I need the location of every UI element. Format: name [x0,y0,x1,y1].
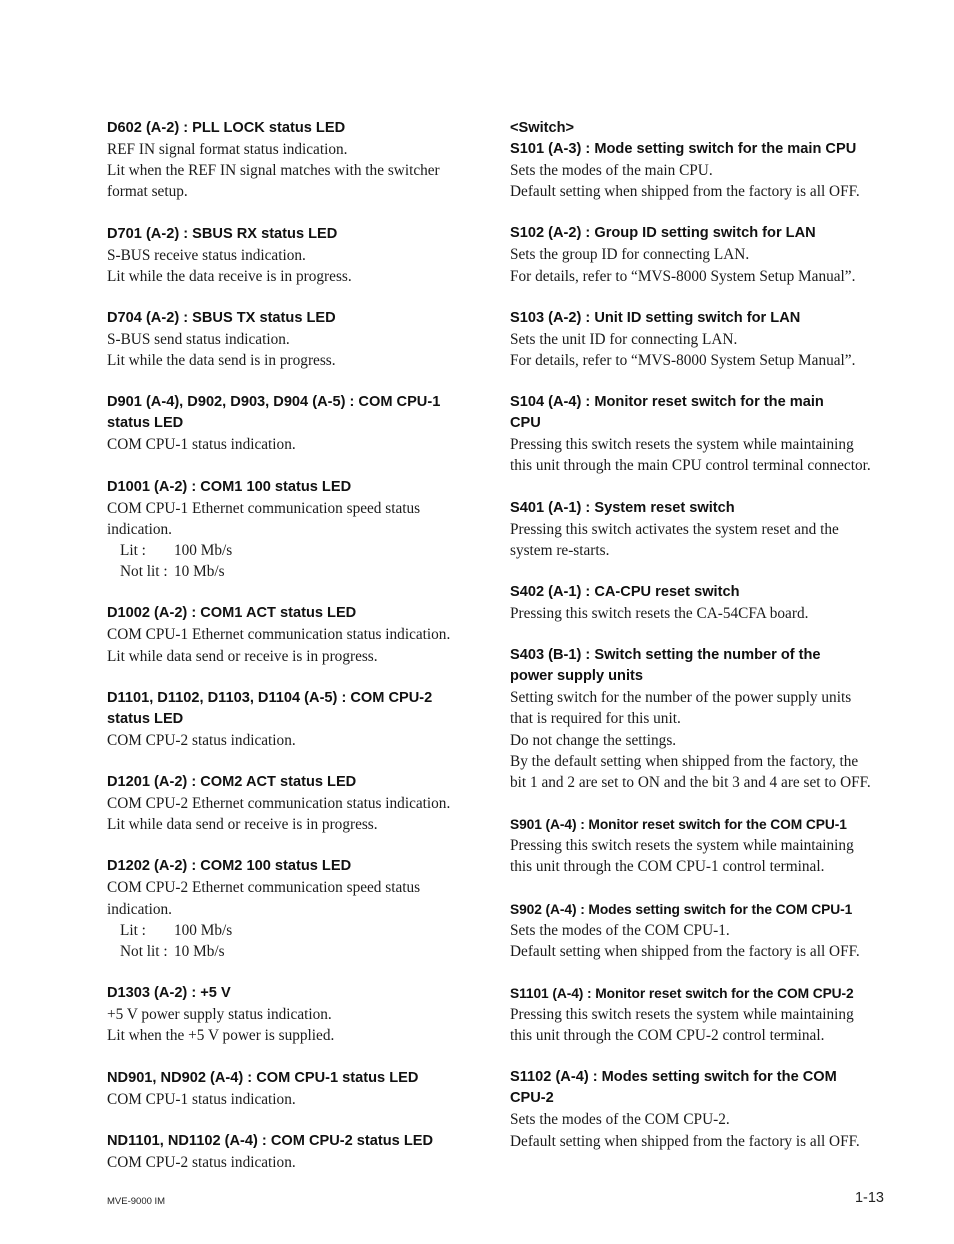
body-line: COM CPU-1 status indication. [107,1090,296,1108]
body-line: Default setting when shipped from the factory is all OFF. [510,183,860,201]
section [510,1067,900,1151]
body-line: Sets the modes of the COM CPU-2. [510,1111,730,1129]
body-line: Lit while data send or receive is in progress. [107,816,378,834]
section-heading: D704 (A-2) : SBUS TX status LED [107,310,336,327]
status-row [107,941,477,962]
section-heading: S101 (A-3) : Mode setting switch for the main CPU [510,141,857,157]
section-heading-cont: CPU-2 [510,1090,554,1107]
section [510,498,900,561]
body-line: Lit while data send or receive is in progress. [107,647,378,665]
body-line: bit 1 and 2 are set to ON and the bit 3 and 4 are set to OFF. [510,774,871,792]
section-heading-cont: power supply units [510,668,643,685]
section-heading: S902 (A-4) : Modes setting switch for the COM CPU-1 [510,901,853,917]
status-row [107,561,477,582]
section [510,308,900,371]
body-line: this unit through the COM CPU-1 control terminal. [510,858,825,876]
body-line: S-BUS receive status indication. [107,246,306,264]
section [510,118,900,202]
section-heading: D1303 (A-2) : +5 V [107,985,231,1002]
section [107,1131,477,1173]
body-line: By the default setting when shipped from the factory, the [510,752,859,770]
body-line: Pressing this switch resets the system while maintaining [510,436,854,454]
section-heading: S102 (A-2) : Group ID setting switch for LAN [510,225,816,242]
body-line: format setup. [107,183,188,201]
section [107,118,477,203]
left-column [107,118,477,1194]
group-heading: <Switch> [510,120,575,136]
status-value: 100 Mb/s [174,921,233,939]
body-line: Default setting when shipped from the factory is all OFF. [510,1132,860,1150]
section [107,603,477,666]
body-line: COM CPU-1 Ethernet communication speed status [107,499,421,517]
section [107,983,477,1046]
section-heading: S1101 (A-4) : Monitor reset switch for the COM CPU-2 [510,986,854,1002]
body-line: Sets the modes of the COM CPU-1. [510,921,730,939]
section [107,392,477,455]
body-line: COM CPU-1 Ethernet communication status indication. [107,626,451,644]
footer-doc-id: MVE-9000 IM [107,1196,166,1207]
body-line: Pressing this switch resets the system while maintaining [510,1006,854,1024]
section [510,582,900,624]
status-label: Not lit : [120,943,168,961]
body-line: Lit when the +5 V power is supplied. [107,1027,335,1045]
status-value: 100 Mb/s [174,542,233,560]
section-heading: ND901, ND902 (A-4) : COM CPU-1 status LED [107,1069,419,1086]
status-label: Lit : [120,921,146,939]
body-line: For details, refer to “MVS-8000 System Setup Manual”. [510,267,856,285]
status-label: Lit : [120,542,146,560]
right-column [510,118,900,1173]
section-heading: D1002 (A-2) : COM1 ACT status LED [107,605,357,622]
section [107,477,477,583]
section [510,814,900,877]
section [107,772,477,835]
section [107,1068,477,1110]
body-line: Sets the unit ID for connecting LAN. [510,330,738,348]
body-line: COM CPU-2 Ethernet communication speed status [107,879,421,897]
body-line: system re-starts. [510,541,610,559]
section [510,223,900,286]
body-line: Lit while the data send is in progress. [107,352,336,370]
body-line: For details, refer to “MVS-8000 System Setup Manual”. [510,352,856,370]
section-heading-cont: CPU [510,415,541,432]
section-heading: S104 (A-4) : Monitor reset switch for the main [510,394,824,411]
section-heading: D1202 (A-2) : COM2 100 status LED [107,858,352,875]
section-heading: S103 (A-2) : Unit ID setting switch for LAN [510,309,801,326]
page-number: 1-13 [854,1190,884,1206]
body-line: indication. [107,900,172,918]
body-line: COM CPU-2 status indication. [107,1153,296,1171]
body-line: Do not change the settings. [510,731,677,749]
section [107,688,477,751]
section-heading: D1201 (A-2) : COM2 ACT status LED [107,774,357,791]
section-heading: S401 (A-1) : System reset switch [510,499,735,516]
status-row [107,920,477,941]
section-heading: D602 (A-2) : PLL LOCK status LED [107,120,346,136]
section [510,899,900,962]
body-line: this unit through the main CPU control terminal connector. [510,457,871,475]
body-line: COM CPU-1 status indication. [107,436,296,454]
body-line: Lit when the REF IN signal matches with the switcher [107,162,440,180]
section-heading: S403 (B-1) : Switch setting the number of the [510,647,821,664]
body-line: REF IN signal format status indication. [107,141,348,158]
section [107,308,477,371]
body-line: S-BUS send status indication. [107,331,290,349]
section-heading: D901 (A-4), D902, D903, D904 (A-5) : COM CPU-1 [107,394,441,411]
body-line: Setting switch for the number of the power supply units [510,689,852,707]
section-heading: S901 (A-4) : Monitor reset switch for the COM CPU-1 [510,817,847,833]
section-heading: D701 (A-2) : SBUS RX status LED [107,225,338,242]
status-row [107,540,477,561]
status-value: 10 Mb/s [174,943,225,961]
status-label: Not lit : [120,563,168,581]
body-line: Sets the group ID for connecting LAN. [510,246,750,264]
body-line: Lit while the data receive is in progress. [107,267,352,285]
body-line: that is required for this unit. [510,710,681,728]
body-line: COM CPU-2 status indication. [107,731,296,749]
section [107,224,477,287]
body-line: COM CPU-2 Ethernet communication status indication. [107,795,451,813]
body-line: Pressing this switch resets the CA-54CFA board. [510,605,809,623]
section [107,856,477,962]
section [510,392,900,476]
section-heading: D1001 (A-2) : COM1 100 status LED [107,478,352,495]
section-heading: D1101, D1102, D1103, D1104 (A-5) : COM CPU-2 [107,689,433,706]
section-heading-cont: status LED [107,710,184,727]
body-line: Pressing this switch resets the system while maintaining [510,837,854,855]
body-line: Pressing this switch activates the system reset and the [510,520,839,538]
body-line: this unit through the COM CPU-2 control terminal. [510,1027,825,1045]
body-line: +5 V power supply status indication. [107,1006,332,1024]
section-heading: ND1101, ND1102 (A-4) : COM CPU-2 status LED [107,1132,434,1149]
body-line: indication. [107,520,172,538]
section-heading: S1102 (A-4) : Modes setting switch for the COM [510,1069,837,1086]
section [510,645,900,793]
body-line: Default setting when shipped from the factory is all OFF. [510,942,860,960]
status-value: 10 Mb/s [174,563,225,581]
section-heading-cont: status LED [107,415,184,432]
section [510,983,900,1046]
body-line: Sets the modes of the main CPU. [510,162,713,179]
section-heading: S402 (A-1) : CA-CPU reset switch [510,584,740,601]
